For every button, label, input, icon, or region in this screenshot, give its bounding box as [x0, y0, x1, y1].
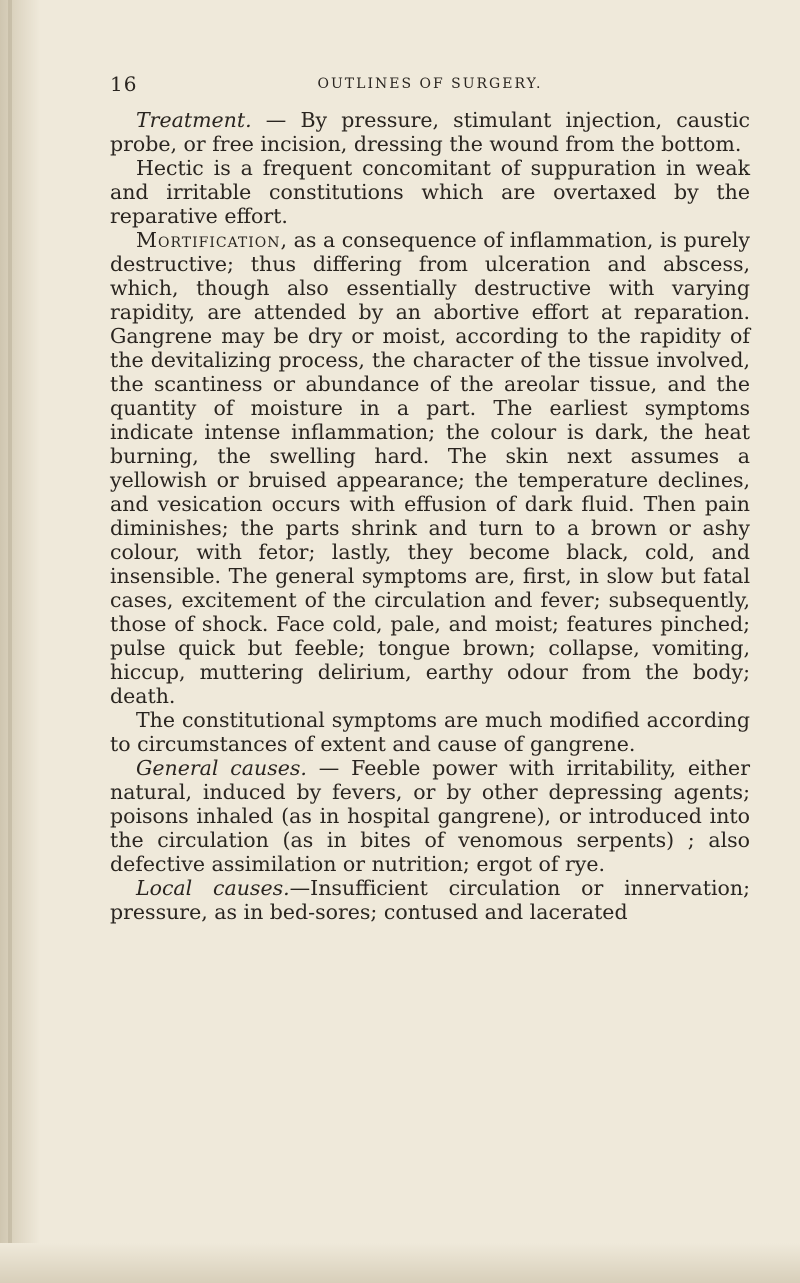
lead-treatment: Treatment. [136, 108, 252, 132]
page-number: 16 [110, 72, 138, 96]
paragraph-text: , as a consequence of inflammation, is purely destructive; thus differing from ulceration and abscess, which, though also essentially destructive with varying rapidity, are attended by an abortive effort at reparation. Gangrene may be dry or moist, according to the rapidity of the devitalizing process, the character of the tissue involved, the scantiness or abundance of the areolar tissue, and the quantity of moisture in a part. The earliest symptoms indicate intense inflammation; the colour is dark, the heat burning, the swelling hard. The skin next assumes a yellowish or bruised appearance; the temperature declines, and vesication occurs with effusion of dark fluid. Then pain diminishes; the parts shrink and turn to a brown or ashy colour, with fetor; lastly, they become black, cold, and insensible. The general symptoms are, first, in slow but fatal cases, excitement of the circulation and fever; subsequently, those of shock. Face cold, pale, and moist; features pinched; pulse quick but feeble; tongue brown; collapse, vomiting, hiccup, muttering delirium, earthy odour from the body; death. [110, 228, 750, 708]
page-header [110, 72, 750, 108]
paragraph-treatment [110, 108, 750, 156]
spine-shadow [8, 0, 12, 1283]
lead-local-causes: Local causes. [136, 876, 290, 900]
paragraph-text: The constitutional symptoms are much modified according to circumstances of extent and cause of gangrene. [110, 708, 750, 756]
paragraph-text: —Insufficient circulation or innervation; pressure, as in bed-sores; contused and lacerated [110, 876, 751, 924]
book-page [110, 72, 750, 924]
paragraph-mortification [110, 228, 750, 708]
page-gutter [0, 0, 40, 1283]
paragraph-text: — Feeble power with irritability, either natural, induced by fevers, or by other depressing agents; poisons inhaled (as in hospital gangrene), or introduced into the circulation (as in bites of venomous serpents) ; also defective assimilation or nutrition; ergot of rye. [110, 756, 750, 876]
paragraph-local-causes [110, 876, 750, 924]
running-head: OUTLINES OF SURGERY. [317, 76, 543, 92]
bottom-edge-shadow [0, 1243, 800, 1283]
lead-general-causes: General causes. [136, 756, 307, 780]
paragraph-text: — By pressure, stimulant injection, caustic probe, or free incision, dressing the wound from the bottom. [110, 108, 750, 156]
paragraph-text: Hectic is a frequent concomitant of suppuration in weak and irritable constitutions which are overtaxed by the reparative effort. [110, 156, 750, 228]
paragraph-general-causes [110, 756, 750, 876]
paragraph-constitutional [110, 708, 750, 756]
lead-mortification: Mortification [136, 228, 281, 252]
paragraph-hectic [110, 156, 750, 228]
